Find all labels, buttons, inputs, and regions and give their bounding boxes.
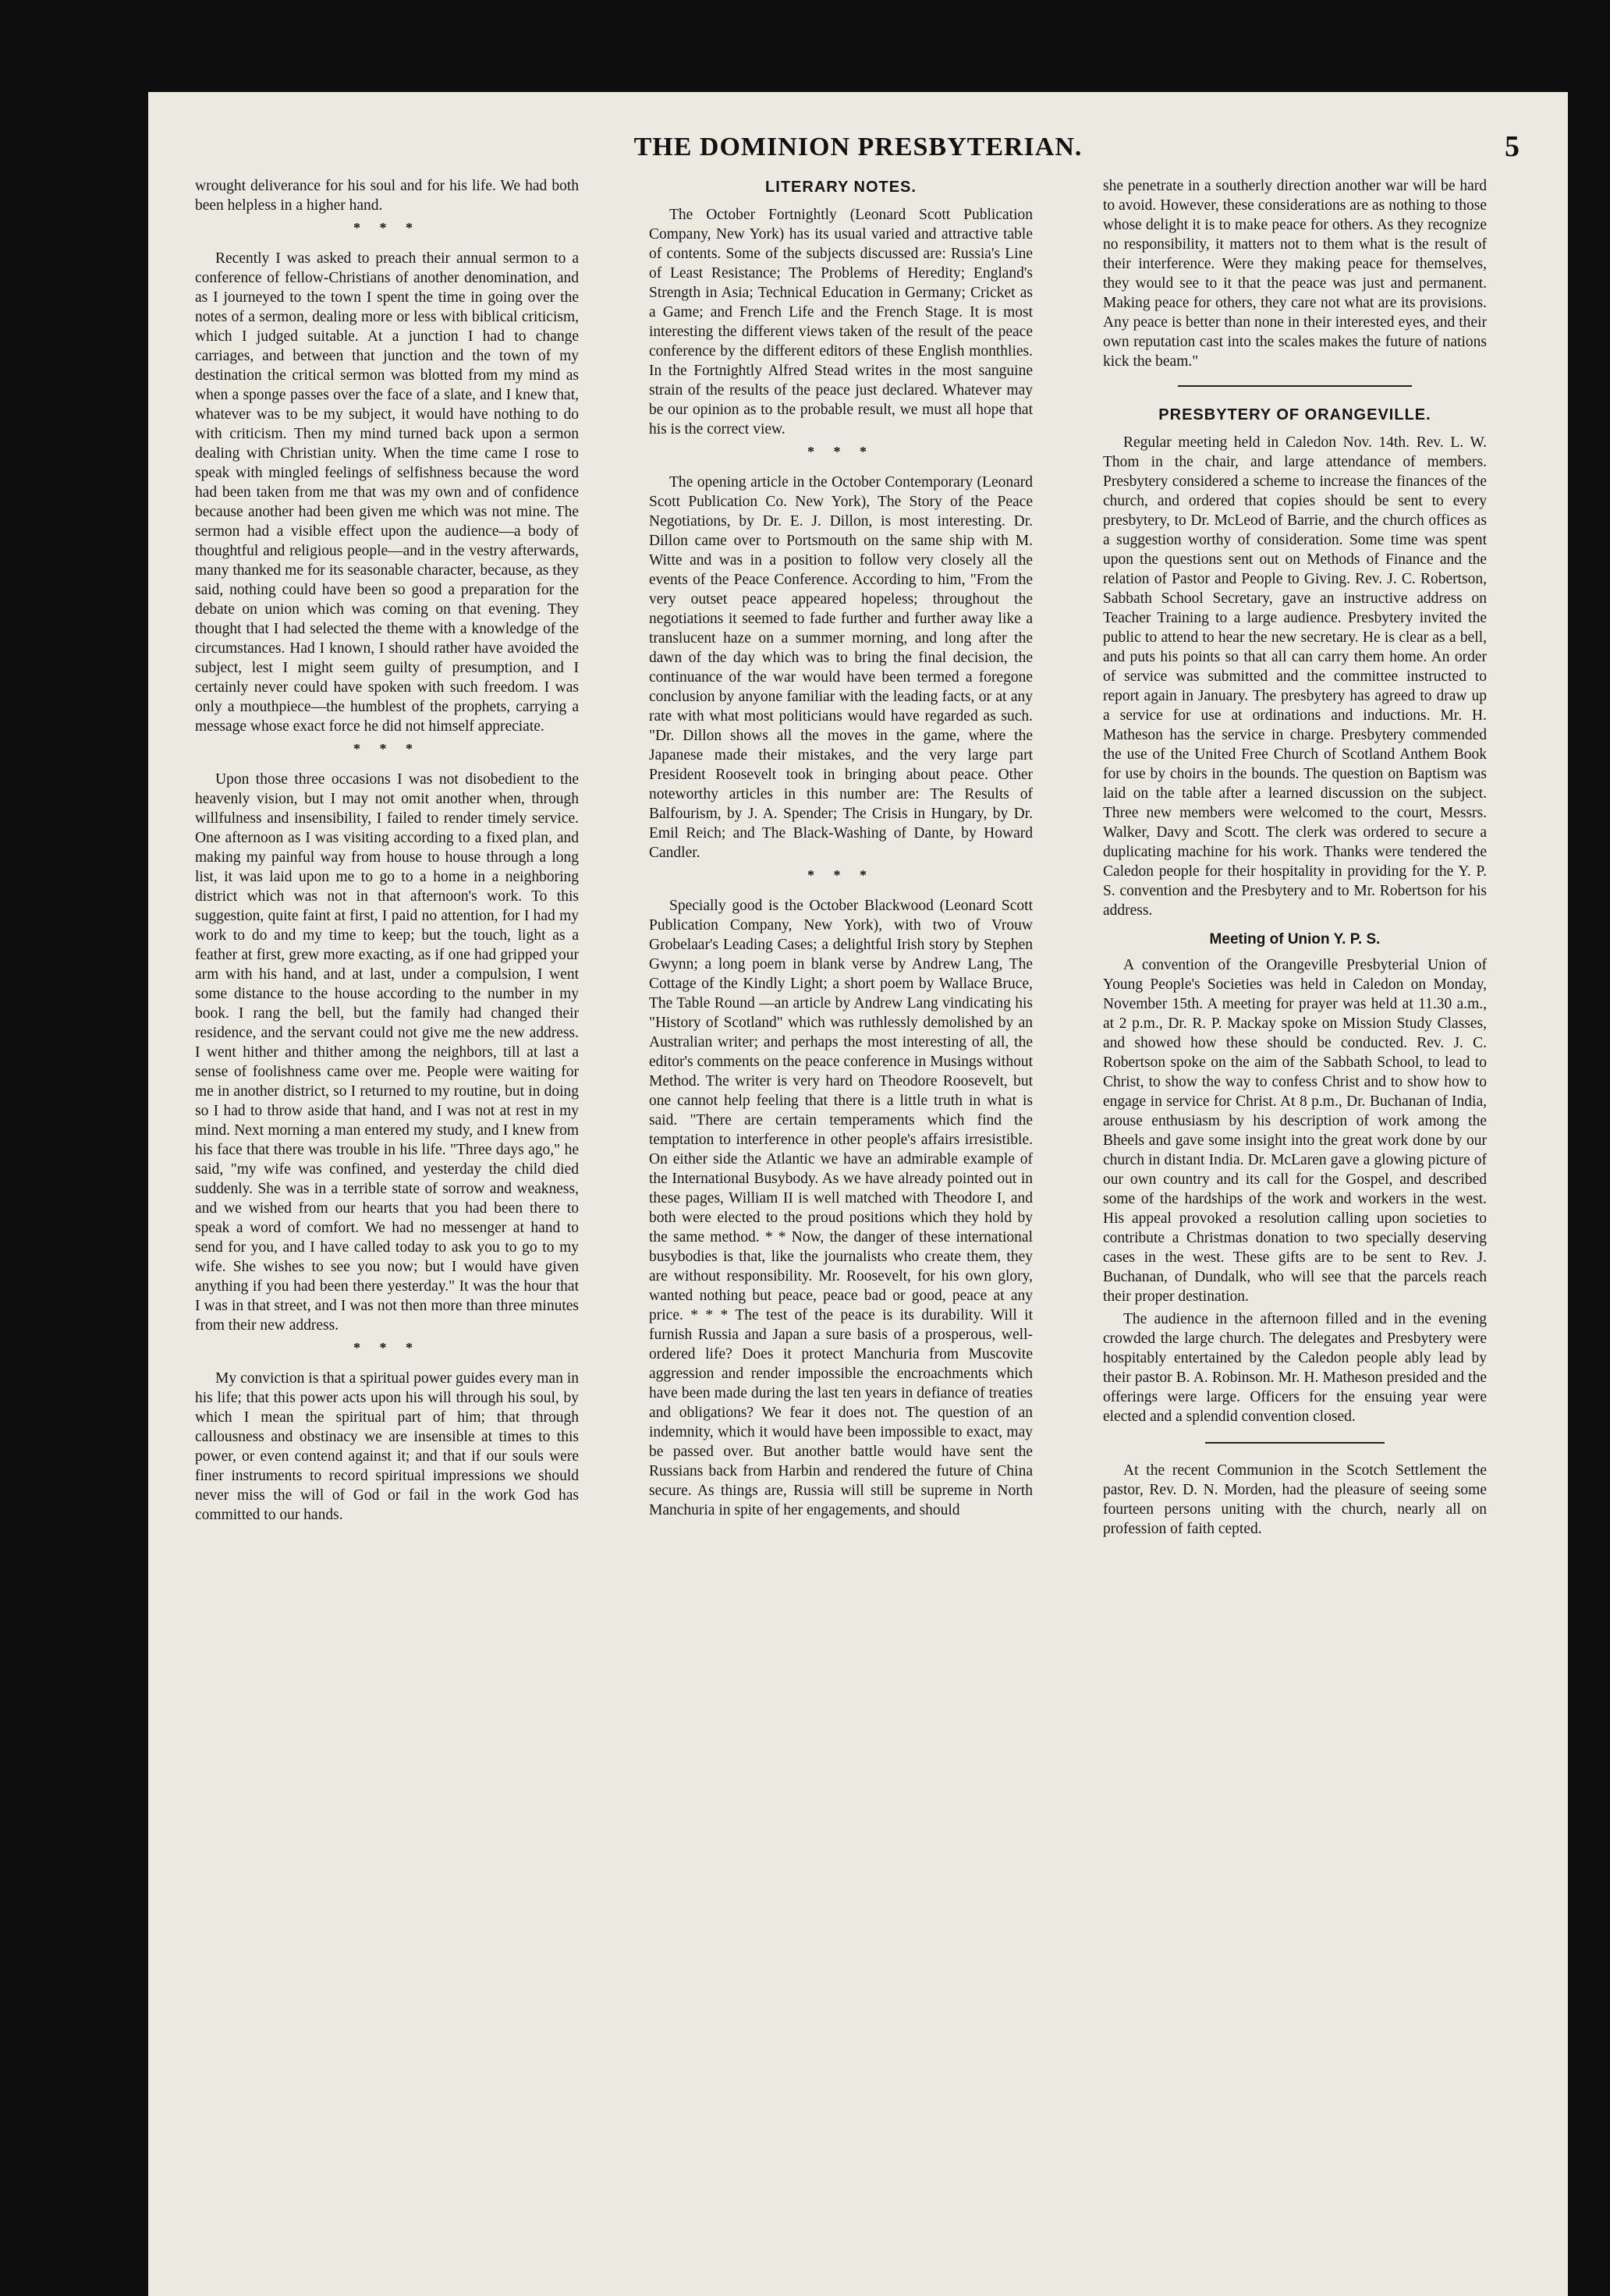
article-paragraph: At the recent Communion in the Scotch Settlement the pastor, Rev. D. N. Morden, had the pleasure of seeing some fourteen persons uniting with the church, nearly all on profession of faith cepted.	[1103, 1462, 1487, 1537]
section-heading: PRESBYTERY OF ORANGEVILLE.	[1158, 406, 1431, 423]
column-3	[1103, 176, 1487, 1542]
article-paragraph: she penetrate in a southerly direction another war will be hard to avoid. However, these considerations are as nothing to those whose delight it is to make peace for others. As they recognize no responsibility, it matters not to them what is the result of their interference. Were they making peace for themselves, they would see to it that the peace was just and permanent. Making peace for others, they care not what are its provisions. Any peace is better than none in their interested eyes, and their own reputation cast into the scales makes the future of nations kick the beam."	[1103, 178, 1487, 370]
section-heading: LITERARY NOTES.	[765, 179, 917, 196]
section-divider	[1178, 385, 1412, 387]
section-separator: * * *	[353, 741, 420, 756]
page-number: 5	[1505, 130, 1520, 163]
article-paragraph: Upon those three occasions I was not disobedient to the heavenly vision, but I may not omit another when, through willfulness and insensibility, I failed to render timely service. One afternoon as I was visiting according to a fixed plan, and making my painful way from house to house through a long list, it was laid upon me to go to a home in a neighboring district which was not in that afternoon's work. To this suggestion, quite faint at first, I paid no attention, for I had my work to do and my time to keep; but the touch, light as a feather at first, grew more exacting, as if one had gripped your arm with his hand, and at last, under a compulsion, I went some distance to the house according to the number in my book. I rang the bell, but the family had changed their residence, and the servant could not give me the new address. I went hither and thither among the neighbors, till at last a sense of foolishness came over me. People were waiting for me in another district, so I returned to my routine, but in doing so I had to throw aside that hand, and I was not at rest in my mind. Next morning a man entered my study, and I knew from his face that there was trouble in his life. "Three days ago," he said, "my wife was confined, and yesterday the child died suddenly. She was in a terrible state of sorrow and weakness, and we wished from our hearts that you had been there to speak a word of comfort. We had no messenger at hand to send for you, and I have called today to ask you to go to my wife. She wishes to see you now; but I would have given anything if you had been there yesterday." It was the hour that I was in that street, and I was not then more than three minutes from their new address.	[195, 771, 579, 1334]
column-1	[195, 176, 579, 1528]
article-paragraph: The October Fortnightly (Leonard Scott Publication Company, New York) has its usual varied and attractive table of contents. Some of the subjects discussed are: Russia's Line of Least Resistance; The Problems of Heredity; England's Strength in Asia; Technical Education in Germany; Cricket as a Game; and French Life and the French Stage. It is most interesting the different views taken of the result of the peace conference by the different editors of these English monthlies. In the Fortnightly Alfred Stead writes in the most sanguine strain of the results of the peace just declared. Whatever may be our opinion as to the probable result, we must all hope that his is the correct view.	[649, 207, 1033, 438]
column-2	[649, 176, 1033, 1523]
article-paragraph: The opening article in the October Contemporary (Leonard Scott Publication Co. New York), The Story of the Peace Negotiations, by Dr. E. J. Dillon, is most interesting. Dr. Dillon came over to Portsmouth on the same ship with M. Witte and was in a position to follow very closely all the events of the Peace Conference. According to him, "From the very outset peace appeared hopeless; throughout the negotiations it seemed to fade further and further away like a translucent haze on a summer morning, and long after the dawn of the day which was to bring the final decision, the continuance of the war would have been termed a foregone conclusion by anyone familiar with the leading facts, or at any rate with what most politicians would have regarded as such. "Dr. Dillon shows all the moves in the game, where the Japanese made their mistakes, and the very large part President Roosevelt took in bringing about peace. Other noteworthy articles in this number are: The Results of Balfourism, by J. A. Spender; The Crisis in Hungary, by Dr. Emil Reich; and The Black-Washing of Dante, by Howard Candler.	[649, 474, 1033, 861]
article-paragraph: wrought deliverance for his soul and for his life. We had both been helpless in a higher hand.	[195, 178, 579, 214]
article-paragraph: Recently I was asked to preach their annual sermon to a conference of fellow-Christians of another denomination, and as I journeyed to the town I spent the time in going over the notes of a sermon, dealing more or less with biblical criticism, which I judged suitable. At a junction I had to change carriages, and between that junction and the town of my destination the critical sermon was blotted from my mind as when a sponge passes over the face of a slate, and I knew that, whatever was to be my subject, it would have nothing to do with criticism. Then my mind turned back upon a sermon dealing with Christian unity. When the time came I rose to speak with mingled feelings of selfishness because the word had been taken from me that was my own and of confidence because another had been given me which was not mine. The sermon had a visible effect upon the audience—a body of thoughtful and religious people—and in the vestry afterwards, many thanked me for its seasonable character, because, as they said, nothing could have been so good a preparation for the debate on union which was coming on that evening. They thought that I had selected the theme with a knowledge of the circumstances. Had I known, I should rather have avoided the subject, lest I might seem guilty of presumption, and I certainly never could have spoken with such freedom. I was only a mouthpiece—the humblest of the prophets, carrying a message whose exact force he did not himself appreciate.	[195, 250, 579, 735]
article-paragraph: A convention of the Orangeville Presbyterial Union of Young People's Societies was held in Caledon on Monday, November 15th. A meeting for prayer was held at 11.30 a.m., at 2 p.m., Dr. R. P. Mackay spoke on Mission Study Classes, and showed how these should be conducted. Rev. J. C. Robertson spoke on the aim of the Sabbath School, to lead to Christ, to show the way to confess Christ and to show how to engage in service for Christ. At 8 p.m., Dr. Buchanan of India, arouse enthusiasm by his description of work among the Bheels and gave some insight into the great work done by our church in distant India. Dr. McLaren gave a glowing picture of our own country and its call for the Gospel, and described some of the hardships of the work and workers in the west. His appeal provoked a resolution calling upon societies to contribute a Christmas donation to two specially deserving cases in the west. These gifts are to be sent to Rev. J. Buchanan, of Dundalk, who will see that the parcels reach their proper destination.	[1103, 957, 1487, 1305]
section-separator: * * *	[807, 444, 874, 459]
article-paragraph: Specially good is the October Blackwood (Leonard Scott Publication Company, New York), with two of Vrouw Grobelaar's Leading Cases; a delightful Irish story by Stephen Gwynn; a long poem in blank verse by Andrew Lang, The Cottage of the Kindly Light; a short poem by Wallace Bruce, The Table Round —an article by Andrew Lang vindicating his "History of Scotland" which was ruthlessly demolished by an Australian writer; and perhaps the most interesting of all, the editor's comments on the peace conference in Musings without Method. The writer is very hard on Theodore Roosevelt, but one cannot help feeling that there is a little truth in what is said. "There are certain temperaments which find the temptation to interference in other people's affairs irresistible. On either side the Atlantic we have an admirable example of the International Busybody. As we have already pointed out in these pages, William II is well matched with Theodore I, and both were elected to the proud positions which they hold by the same method. * * Now, the danger of these international busybodies is that, like the journalists who create them, they are without responsibility. Mr. Roosevelt, for his own glory, wanted nothing but peace, peace bad or good, peace at any price. * * * The test of the peace is its durability. Will it furnish Russia and Japan a sure basis of a prosperous, well-ordered life? Does it protect Manchuria from Muscovite aggression and render impossible the encroachments which have been made during the last ten years in defiance of treaties and obligations? We fear it does not. The question of an indemnity, which it would have been impossible to exact, may be passed over. But another battle would have sent the Russians back from Harbin and rendered the future of China secure. As things are, Russia will still be supreme in North Manchuria in spite of her engagements, and should	[649, 898, 1033, 1518]
masthead-title: THE DOMINION PRESBYTERIAN.	[633, 133, 1083, 161]
article-paragraph: My conviction is that a spiritual power guides every man in his life; that this power acts upon his will through his soul, by which I mean the spiritual part of him; that through callousness and obstinacy we are insensible at times to this power, or even contend against it; and that if our souls were finer instruments to record spiritual impressions we should never miss the will of God or fail in the work God has committed to our hands.	[195, 1370, 579, 1523]
section-divider	[1205, 1442, 1385, 1444]
section-separator: * * *	[807, 867, 874, 883]
section-separator: * * *	[353, 1340, 420, 1355]
section-separator: * * *	[353, 220, 420, 236]
article-paragraph: Regular meeting held in Caledon Nov. 14th. Rev. L. W. Thom in the chair, and large attendance of members. Presbytery considered a scheme to increase the finances of the church, and ordered that copies should be sent to every presbytery, to Dr. McLeod of Barrie, and the church offices as a suggestion worthy of consideration. Some time was spent upon the questions sent out on Methods of Finance and the relation of Pastor and People to Giving. Rev. J. C. Robertson, Sabbath School Secretary, gave an instructive address on Teacher Training to a large audience. Presbytery invited the public to attend to hear the new secretary. He is clear as a bell, and puts his points so that all can carry them home. An order of service was submitted and the committee instructed to report again in January. The presbytery has agreed to draw up a service for use at ordinations and inductions. Mr. H. Matheson has the service in charge. Presbytery commended the use of the United Free Church of Scotland Anthem Book for use by choirs in the bounds. The question on Baptism was laid on the table after a learned discussion on the subject. Three new members were welcomed to the court, Messrs. Walker, Davy and Scott. The clerk was ordered to secure a duplicating machine for his work. Thanks were tendered the Caledon people for their hospitality in providing for the Y. P. S. convention and the Presbytery and to Mr. Robertson for his address.	[1103, 434, 1487, 919]
article-paragraph: The audience in the afternoon filled and in the evening crowded the large church. The delegates and Presbytery were hospitably entertained by the Caledon people ably lead by their pastor B. A. Robinson. Mr. H. Matheson presided and the offerings were large. Officers for the ensuing year were elected and a splendid convention closed.	[1103, 1311, 1487, 1425]
section-subheading: Meeting of Union Y. P. S.	[1209, 931, 1381, 948]
newspaper-page	[148, 92, 1568, 2296]
